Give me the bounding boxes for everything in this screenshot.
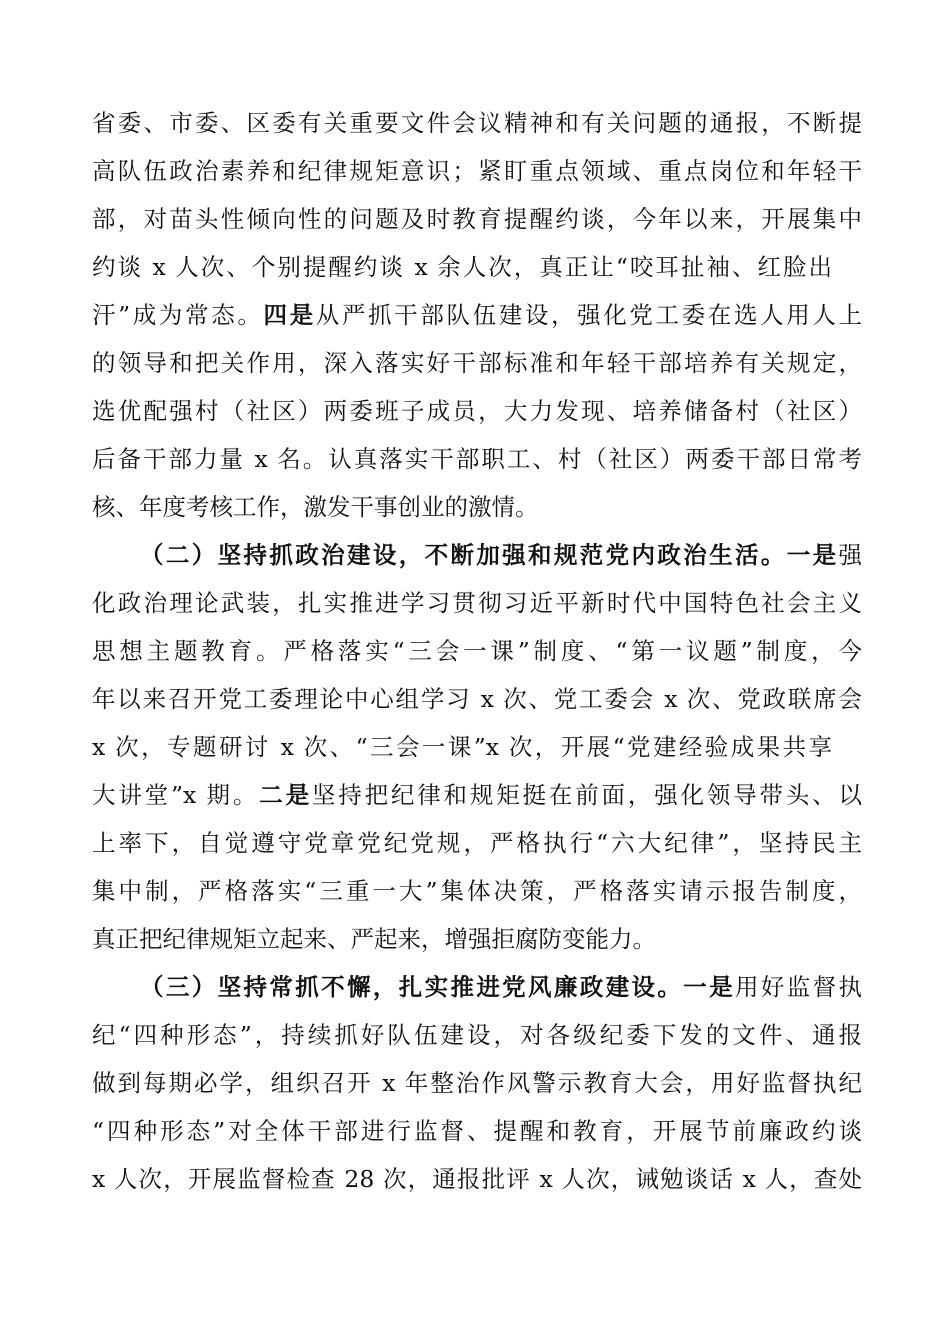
text-line: “四种形态”对全体干部进行监督、提醒和教育，开展节前廉政约谈 [92,1117,862,1145]
section-heading-line [140,535,862,575]
text-line: 真正把纪律规矩立起来、严起来，增强拒腐防变能力。 [92,925,656,953]
text-line: 后备干部力量 x 名。认真落实干部职工、村（社区）两委干部日常考 [92,445,862,473]
text-run: 强 [838,541,863,569]
text-run: 用好监督执 [735,973,863,1001]
text-line: x 次，专题研讨 x 次、“三会一课”x 次，开展“党建经验成果共享 [92,733,832,761]
text-line: 部，对苗头性倾向性的问题及时教育提醒约谈，今年以来，开展集中 [92,205,862,233]
point-marker-one: 一是 [786,541,839,569]
text-line: 选优配强村（社区）两委班子成员，大力发现、培养储备村（社区） [92,397,862,425]
point-marker-four: 四是 [263,301,316,329]
text-line: 高队伍政治素养和纪律规矩意识；紧盯重点领域、重点岗位和年轻干 [92,157,862,185]
text-line [92,775,862,815]
point-marker-two: 二是 [259,781,312,809]
text-line: 年以来召开党工委理论中心组学习 x 次、党工委会 x 次、党政联席会 [92,685,862,713]
text-line: 做到每期必学，组织召开 x 年整治作风警示教育大会，用好监督执纪 [92,1069,862,1097]
section-heading-3: （三）坚持常抓不懈，扎实推进党风廉政建设。 [140,973,684,1001]
text-line: 化政治理论武装，扎实推进学习贯彻习近平新时代中国特色社会主义 [92,589,862,617]
text-line: 核、年度考核工作，激发干事创业的激情。 [92,493,539,521]
text-run: 大讲堂”x 期。 [92,781,260,809]
text-line: 上率下，自觉遵守党章党纪党规，严格执行“六大纪律”，坚持民主 [92,829,862,857]
text-line: 约谈 x 人次、个别提醒约谈 x 余人次，真正让“咬耳扯袖、红脸出 [92,253,832,281]
text-line: 省委、市委、区委有关重要文件会议精神和有关问题的通报，不断提 [92,109,862,137]
text-line [92,295,862,335]
section-heading-2: （二）坚持抓政治建设，不断加强和规范党内政治生活。 [140,541,787,569]
text-line: 思想主题教育。严格落实“三会一课”制度、“第一议题”制度，今 [92,637,862,665]
text-run: 从严抓干部队伍建设，强化党工委在选人用人上 [315,301,863,329]
text-run: 汗”成为常态。 [92,301,264,329]
text-line: 集中制，严格落实“三重一大”集体决策，严格落实请示报告制度， [92,877,862,905]
text-line: 纪“四种形态”，持续抓好队伍建设，对各级纪委下发的文件、通报 [92,1021,862,1049]
point-marker-one: 一是 [683,973,736,1001]
section-heading-line [140,967,862,1007]
text-line: x 人次，开展监督检查 28 次，通报批评 x 人次，诫勉谈话 x 人，查处 [92,1165,862,1193]
text-run: 坚持把纪律和规矩挺在前面，强化领导带头、以 [311,781,863,809]
text-line: 的领导和把关作用，深入落实好干部标准和年轻干部培养有关规定， [92,349,862,377]
